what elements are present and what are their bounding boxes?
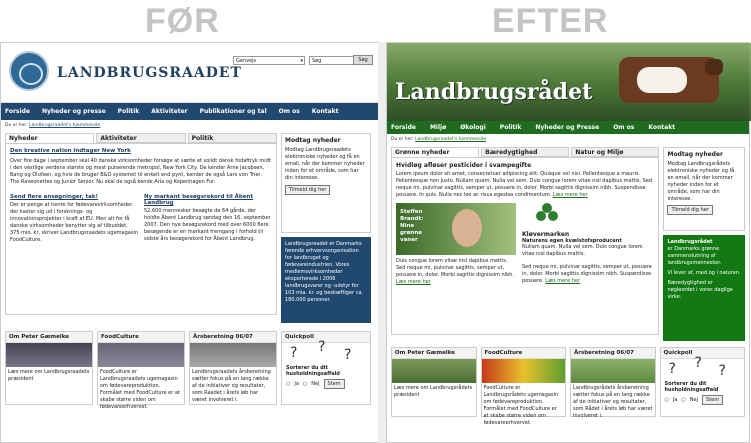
new-news-panel: [391, 157, 659, 335]
read-more-link[interactable]: Læs mere her: [545, 278, 581, 284]
card-title: FoodCulture: [98, 332, 184, 343]
news-text: Over fire dage i september skal 40 danske virksomheder forsøge at sætte et solidt dansk fodaftryk midt i den vestlige verdens største og mest pulserende metropol, New York City. De kender Arne Jacobsen, Bang og Olufsen, og hvis de bruger B&O systemet til enkelt end pynt, kender de også Lars von Trier, The Raveonettes og Junior Senior. Nu skal de også kende Arla og Kopenhagen Fur.: [10, 158, 271, 185]
clover-heading: Kløvermarken: [522, 231, 570, 238]
card-foodculture: [481, 347, 567, 426]
nav-item[interactable]: Kontakt: [311, 108, 339, 115]
poll-vote-button[interactable]: Stem: [324, 379, 345, 389]
card-annual-report: [189, 331, 277, 405]
card-text[interactable]: Læs mere om Landbrugsraadets præsident: [8, 369, 90, 382]
breadcrumb-prefix: Du er her:: [391, 137, 414, 142]
poll-yes-label: Ja: [294, 381, 299, 387]
green-title: Landbrugsrådet: [667, 239, 713, 245]
card-text[interactable]: FoodCulture er Landbrugsraadets ugemagasin om fødevareproduktion. Formålet med FoodCulture er at skabe større viden om fødevareerhvervet.: [100, 369, 180, 410]
read-more-link[interactable]: Læs mere her: [552, 192, 588, 198]
news-panel: [5, 143, 277, 315]
sheep-photo: [571, 359, 655, 383]
card-quickpoll: [660, 347, 746, 417]
search-input[interactable]: Søg: [309, 56, 361, 65]
poll-question: Sorterer du dit husholdningsaffald: [664, 381, 719, 393]
vegetables-photo: [482, 359, 566, 383]
poll-no-radio[interactable]: ○: [681, 397, 686, 403]
card-title: Om Peter Gæmelke: [392, 348, 476, 359]
breadcrumb-link[interactable]: Landbrugsraadet's hjemmeside: [415, 137, 487, 142]
read-more-link[interactable]: Læs mere her: [396, 279, 431, 285]
nav-item[interactable]: Politik: [499, 124, 522, 131]
annual-report-photo: [190, 343, 276, 367]
new-site-title: Landbrugsrådet: [395, 79, 593, 105]
person-photo: [396, 203, 516, 255]
person-caption: Steffen Brandt: Nine grønne vaner: [400, 209, 424, 243]
news-item2-link[interactable]: Send flere ansøgninger, tak!: [10, 194, 99, 200]
card-text[interactable]: FoodCulture er Landbrugsrådets ugemagasin om fødevareproduktion. Formålet med FoodCulture er at skabe større viden om fødevareerhvervet.: [483, 385, 559, 426]
poll-yes-radio[interactable]: ○: [286, 381, 291, 387]
search-button[interactable]: Søg: [353, 55, 373, 65]
clover-text-2-body: Sed neque mi, pulvinar sagittis, semper ut, posuere in, dolor. Morbi sagittis dignissim nibh. Suspendisse posuere.: [522, 264, 652, 284]
question-marks-icon: ? ? ?: [290, 339, 352, 363]
poll-yes-radio[interactable]: ○: [664, 397, 669, 403]
nav-item[interactable]: Kontakt: [648, 124, 676, 131]
card-text[interactable]: Landbrugsraadets årsberetning sætter fokus på en lang række af de initiativer og resultater, som Raadet i årets løb har været involveret i.: [192, 369, 271, 403]
nav-item[interactable]: Nyheder og presse: [41, 108, 106, 115]
card-text[interactable]: Landbrugsrådets årsberetning sætter fokus på en lang række af de initiativer og resultater, som Rådet i årets løb har været involveret i.: [573, 385, 653, 419]
card-president: [5, 331, 93, 405]
president-photo: [6, 343, 92, 367]
new-main-nav: [387, 121, 749, 134]
shortcut-select[interactable]: Genvejs ▾: [233, 56, 305, 65]
card-title: Årsberetning 06/07: [190, 332, 276, 343]
old-header: [1, 43, 378, 103]
logo-seal-icon: [9, 51, 49, 91]
nav-item[interactable]: Aktiviteter: [151, 108, 188, 115]
breadcrumb: [1, 120, 378, 131]
new-newsletter-box: [663, 147, 745, 231]
nav-item[interactable]: Økologi: [460, 124, 486, 131]
tab-sustainability[interactable]: Bæredygtighed: [481, 147, 569, 157]
photo-text: [396, 258, 516, 286]
clover-subheading: Naturens egen kvælstofsproducent: [522, 238, 622, 244]
tab-aktiviteter[interactable]: Aktiviteter: [96, 133, 185, 143]
subscribe-button[interactable]: Tilmeld dig her: [285, 185, 330, 195]
card-title: Quickpoll: [661, 348, 745, 359]
newsletter-title: Modtag nyheder: [285, 137, 341, 144]
tab-nature[interactable]: Natur og Miljø: [571, 147, 659, 157]
poll-no-radio[interactable]: ○: [302, 381, 308, 387]
green-text-3: Bæredygtighed er nøgleordet i vores daglige virke.: [667, 280, 733, 300]
about-box: Landbrugsraadet er Danmarks førende erhvervsorganisation for landbruget og fødevareindustrien. Vores medlemsvirksomheder eksporterede i 2006 landbrugsvarer og -udstyr for 103 mia. kr. og beskæftiger ca. 180.000 personer.: [281, 237, 371, 323]
news-item3-link[interactable]: Ny markant besøgsrekord til Åbent Landbrug: [144, 194, 254, 206]
nav-item[interactable]: Om os: [613, 124, 635, 131]
poll-no-label: Nej: [311, 381, 320, 387]
question-marks-icon: ? ? ?: [668, 355, 726, 379]
old-website: [0, 42, 378, 443]
green-text-1: er Danmarks grønne sammenslutning af landbrugsmennesker.: [667, 246, 722, 266]
nav-item[interactable]: Publikationer og tal: [199, 108, 267, 115]
newsletter-title: Modtag nyheder: [667, 151, 724, 158]
nav-item[interactable]: Nyheder og Presse: [535, 124, 600, 131]
clover-text-2: [522, 264, 654, 285]
foodculture-photo: [98, 343, 184, 367]
nav-item[interactable]: Forside: [5, 108, 30, 115]
card-text[interactable]: Læs mere om Landbrugsrådets præsident: [394, 385, 473, 398]
newsletter-text: Modtag Landbrugsraadets elektroniske nyheder og få en email, når der kommer nyheder inden for et område, som har din interesse.: [285, 147, 365, 181]
card-annual-report: [570, 347, 656, 417]
news-title-link[interactable]: Den kreative nation indtager New York: [10, 148, 131, 154]
new-website: [386, 42, 750, 443]
article-heading: Hvidløg afløser pesticider i svampegifte: [396, 162, 532, 169]
new-news-tabs: [391, 147, 659, 157]
news-item3-text: 52.600 mennesker besøgte de 64 gårde, der holdte Åbent Landbrug søndag den 16. september 2007. Den nye besøgsrekord med over 6000 flere besøgende er en markant fremgang i forhold til sidste års besøgsrekord for Åbent Landbrug.: [144, 208, 271, 242]
poll-vote-button[interactable]: Stem: [702, 395, 723, 405]
label-before: FØR: [145, 2, 220, 40]
card-quickpoll: [281, 331, 371, 405]
president-photo: [392, 359, 476, 383]
card-title: Quickpoll: [282, 332, 370, 343]
breadcrumb-prefix: Du er her:: [5, 123, 28, 128]
card-title: Årsberetning 06/07: [571, 348, 655, 359]
person-face-icon: [452, 209, 482, 247]
newsletter-text: Modtag Landbrugsrådets elektroniske nyheder og få en email, når der kommer nyheder inden for et område, som har din interesse.: [667, 161, 735, 202]
card-title: FoodCulture: [482, 348, 566, 359]
about-green-box: [663, 235, 745, 341]
clover-text: Nullam quam. Nulla vel sem. Duis congue lorem vitae nisl dapibus mattis.: [522, 244, 643, 257]
breadcrumb-link[interactable]: Landbrugsraadet's hjemmeside: [29, 123, 101, 128]
card-title: Om Peter Gæmelke: [6, 332, 92, 343]
card-foodculture: [97, 331, 185, 410]
cow-icon: [619, 57, 719, 103]
newsletter-box: [281, 133, 371, 233]
nav-item[interactable]: Miljø: [429, 124, 447, 131]
tab-nyheder[interactable]: Nyheder: [5, 133, 94, 143]
label-after: EFTER: [492, 2, 609, 40]
poll-question: Sorterer du dit husholdningsaffald: [286, 365, 340, 377]
card-president: [391, 347, 477, 417]
subscribe-button[interactable]: Tilmeld dig her: [667, 205, 712, 215]
green-text-2: Vi lever af, med og i naturen.: [667, 270, 741, 276]
news-item2-text: Der er penge at hente for fødevarevirksomheder, der kaster sig ud i forsknings- og innovationsprojekter i kraft af EU. Men alt for få danske virksomheder benytter sig af tilbuddet. 375 mio. kr, skriver Landbrugsraadets ugemagasin FoodCulture.: [10, 202, 139, 243]
breadcrumb: [387, 134, 749, 145]
poll-yes-label: Ja: [672, 397, 678, 403]
clover-icon: [522, 203, 654, 231]
tab-politik[interactable]: Politik: [188, 133, 277, 143]
comparison-labels: [0, 0, 750, 42]
new-header: [387, 43, 749, 121]
poll-no-label: Nej: [689, 397, 699, 403]
news-tabs: [5, 133, 277, 143]
nav-item[interactable]: Politik: [117, 108, 140, 115]
divider: [378, 42, 386, 443]
photo-text-body: Duis congue lorem vitae nisl dapibus mattis. Sed neque mi, pulvinar sagittis, semper ut, posuere in, dolor. Morbi sagittis dignissim nibh.: [396, 258, 515, 278]
article-text-body: Lorem ipsum dolor sit amet, consectetuer adipiscing elit. Quisque vel nisi. Pellentesque a mauris. Pellentesque non justo. Nullam quam. Nulla vel sem. Duis congue lorem vitae nisl dapibus mattis. Sed neque mi, pulvinar sagittis, semper ut, posuere in, dolor. Morbi sagittis dignissim nibh. Suspendisse posuere. In quis. Nulla nec leo ac risus egestas condimentum.: [396, 171, 653, 198]
tab-green-news[interactable]: Grønne nyheder: [391, 147, 479, 157]
nav-item[interactable]: Forside: [391, 124, 416, 131]
nav-item[interactable]: Om os: [278, 108, 300, 115]
article-text: [396, 171, 654, 199]
old-logo-text: LANDBRUGSRAADET: [57, 65, 242, 81]
old-main-nav: [1, 103, 378, 120]
